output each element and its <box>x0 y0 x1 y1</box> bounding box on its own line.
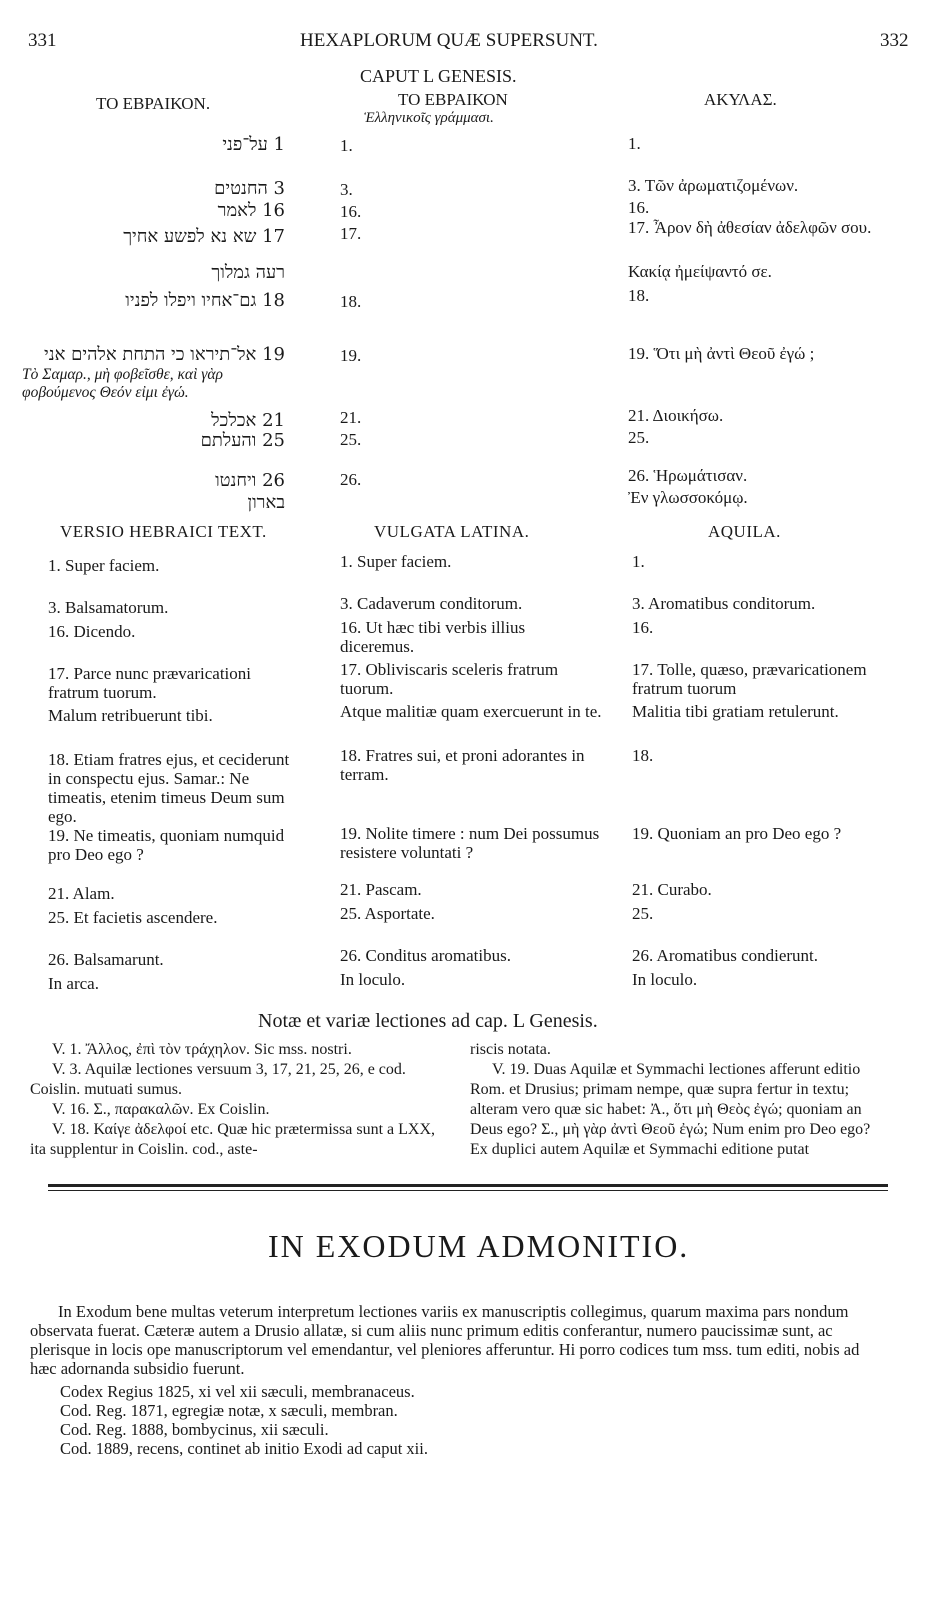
vulgata-cell: In loculo. <box>340 970 406 989</box>
versio-cell: 19. Ne timeatis, quoniam numquid pro Deo ego ? <box>48 826 285 864</box>
heb-col1-head: ΤΟ ΕΒΡΑΙΚΟΝ. <box>96 94 211 113</box>
codex-entry: Cod. 1889, recens, continet ab initio Exodi ad caput xii. <box>60 1439 428 1458</box>
vulgata-cell: 16. Ut hæc tibi verbis illius diceremus. <box>340 618 526 656</box>
codex-entry: Cod. Reg. 1888, bombycinus, xii sæculi. <box>60 1420 329 1439</box>
page-number-right: 332 <box>880 30 909 51</box>
aquila-greek: 18. <box>628 286 650 305</box>
hebrew-text: 26 ויחנטו <box>215 470 285 491</box>
hebrew-text: 17 שא נא לפשע אחיך <box>123 226 285 247</box>
hebrew-text: 1 על־פני <box>222 134 285 155</box>
vulgata-cell: 3. Cadaverum conditorum. <box>340 594 523 613</box>
hebrew-text: בארון <box>247 492 285 513</box>
aquila-greek: Ἐν γλωσσοκόμῳ. <box>628 488 748 507</box>
vulgata-cell: 19. Nolite timere : num Dei possumus resistere voluntati ? <box>340 824 600 862</box>
vulgata-cell: 18. Fratres sui, et proni adorantes in terram. <box>340 746 585 784</box>
lat-col2-head: VULGATA LATINA. <box>374 522 530 541</box>
versio-cell: 3. Balsamatorum. <box>48 598 169 617</box>
samaritan-note: Τὸ Σαμαρ., μὴ φοβεῖσθε, καὶ γὰρ φοβούμενος Θεόν εἰμι ἐγώ. <box>22 366 223 401</box>
mid-number: 25. <box>340 430 362 449</box>
section-rule <box>48 1184 888 1187</box>
heb-col3-head: ΑΚΥΛΑΣ. <box>704 90 777 109</box>
admonitio-title: IN EXODUM ADMONITIO. <box>268 1228 690 1264</box>
versio-cell: 26. Balsamarunt. <box>48 950 164 969</box>
aquila-greek: 21. Διοικήσω. <box>628 406 724 425</box>
aquila-cell: 25. <box>632 904 654 923</box>
aquila-greek: 16. <box>628 198 650 217</box>
hebrew-text: 19 אל־תיראו כי התחת אלהים אני <box>44 344 285 365</box>
codices-list <box>60 1382 760 1458</box>
hebrew-text: 25 והעלתם <box>200 430 285 451</box>
versio-cell: 18. Etiam fratres ejus, et ceciderunt in conspectu ejus. Samar.: Ne timeatis, etenim timeus Deum sum ego. <box>48 750 290 826</box>
mid-number: 21. <box>340 408 362 427</box>
lat-col1-head: VERSIO HEBRAICI TEXT. <box>60 522 267 541</box>
vulgata-cell: Atque malitiæ quam exercuerunt in te. <box>340 702 602 721</box>
aquila-greek: 1. <box>628 134 641 153</box>
versio-cell: Malum retribuerunt tibi. <box>48 706 213 725</box>
versio-cell: 21. Alam. <box>48 884 115 903</box>
hebrew-text: 21 אכלכל <box>211 410 285 431</box>
mid-number: 18. <box>340 292 362 311</box>
aquila-cell: 26. Aromatibus condierunt. <box>632 946 819 965</box>
aquila-cell: In loculo. <box>632 970 698 989</box>
mid-number: 3. <box>340 180 353 199</box>
mid-number: 17. <box>340 224 362 243</box>
running-title: HEXAPLORUM QUÆ SUPERSUNT. <box>300 30 598 51</box>
aquila-cell: 16. <box>632 618 654 637</box>
note-entry: V. 1. Ἄλλος, ἐπὶ τὸν τράχηλον. Sic mss. nostri. <box>52 1041 352 1058</box>
versio-cell: 25. Et facietis ascendere. <box>48 908 218 927</box>
vulgata-cell: 21. Pascam. <box>340 880 422 899</box>
section-rule-thin <box>48 1190 888 1191</box>
mid-number: 1. <box>340 136 353 155</box>
heb-col2-head: ΤΟ ΕΒΡΑΙΚΟΝ <box>398 90 508 109</box>
aquila-cell: 1. <box>632 552 645 571</box>
aquila-greek: 3. Τῶν ἀρωματιζομένων. <box>628 176 799 195</box>
admonitio-paragraph: In Exodum bene multas veterum interpretum lectiones variis ex manuscriptis collegimus, quarum maxima pars nondum observata fuerat. Cæteræ autem a Drusio allatæ, si cum aliis nunc primum editis conferantur, numero paucissimæ sunt, ac plerisque in locis ope manuscriptorum vel emendantur, vel pleniores afferuntur. Hi porro codices tum mss. tum editi, nobis ad hæc adornanda subsidio fuerunt. <box>30 1302 860 1378</box>
page-number-left: 331 <box>28 30 57 51</box>
heb-col2-sub: Ἑλληνικοῖς γράμμασι. <box>364 110 494 126</box>
codex-entry: Cod. Reg. 1871, egregiæ notæ, x sæculi, membran. <box>60 1401 398 1420</box>
aquila-greek: Κακίᾳ ἠμείψαντό σε. <box>628 262 772 281</box>
notes-right-column <box>470 1040 880 1160</box>
mid-number: 19. <box>340 346 362 365</box>
vulgata-cell: 26. Conditus aromatibus. <box>340 946 511 965</box>
notes-left-column <box>30 1040 450 1160</box>
versio-cell: 16. Dicendo. <box>48 622 136 641</box>
aquila-cell: Malitia tibi gratiam retulerunt. <box>632 702 839 721</box>
hebrew-text: רעה גמלוך <box>211 262 285 283</box>
hebrew-text: 18 גם־אחיו ויפלו לפניו <box>125 290 285 311</box>
vulgata-cell: 25. Asportate. <box>340 904 435 923</box>
versio-cell: 17. Parce nunc prævaricationi fratrum tuorum. <box>48 664 251 702</box>
vulgata-cell: 17. Obliviscaris sceleris fratrum tuorum. <box>340 660 559 698</box>
aquila-cell: 17. Tolle, quæso, prævaricationem fratrum tuorum <box>632 660 867 698</box>
vulgata-cell: 1. Super faciem. <box>340 552 452 571</box>
note-entry: V. 19. Duas Aquilæ et Symmachi lectiones afferunt editio Rom. et Drusius; primam nempe, quæ supra fertur in textu; alteram vero quæ sic habet: Ἀ., ὅτι μὴ Θεὸς ἐγώ; quoniam an Deus ego? Σ., μὴ γὰρ ἀντὶ Θεοῦ ἐγώ; Num enim pro Deo ego? Ex duplici autem Aquilæ et Symmachi editione putat <box>470 1061 871 1158</box>
lat-col3-head: AQUILA. <box>708 522 781 541</box>
mid-number: 26. <box>340 470 362 489</box>
hebrew-text: 3 החנטים <box>214 178 285 199</box>
note-entry: V. 3. Aquilæ lectiones versuum 3, 17, 21, 25, 26, e cod. Coislin. mutuati sumus. <box>30 1061 406 1098</box>
note-entry: V. 18. Καίγε ἀδελφοί etc. Quæ hic prætermissa sunt a LXX, ita supplentur in Coislin. cod., aste- <box>30 1121 435 1158</box>
aquila-cell: 18. <box>632 746 654 765</box>
aquila-cell: 19. Quoniam an pro Deo ego ? <box>632 824 842 843</box>
note-entry: riscis notata. <box>470 1041 551 1058</box>
note-entry: V. 16. Σ., παρακαλῶν. Ex Coislin. <box>52 1101 270 1118</box>
versio-cell: In arca. <box>48 974 99 993</box>
mid-number: 16. <box>340 202 362 221</box>
aquila-cell: 3. Aromatibus conditorum. <box>632 594 816 613</box>
versio-cell: 1. Super faciem. <box>48 556 160 575</box>
aquila-greek: 25. <box>628 428 650 447</box>
aquila-cell: 21. Curabo. <box>632 880 712 899</box>
codex-entry: Codex Regius 1825, xi vel xii sæculi, membranaceus. <box>60 1382 415 1401</box>
hebrew-text: 16 לאמר <box>217 200 285 221</box>
aquila-greek: 19. Ὅτι μὴ ἀντὶ Θεοῦ ἐγώ ; <box>628 344 815 363</box>
aquila-greek: 17. Ἆρον δὴ ἀθεσίαν ἀδελφῶν σου. <box>628 218 872 237</box>
aquila-greek: 26. Ἡρωμάτισαν. <box>628 466 748 485</box>
chapter-caption: CAPUT L GENESIS. <box>360 66 517 86</box>
notes-title: Notæ et variæ lectiones ad cap. L Genesis. <box>258 1010 598 1032</box>
